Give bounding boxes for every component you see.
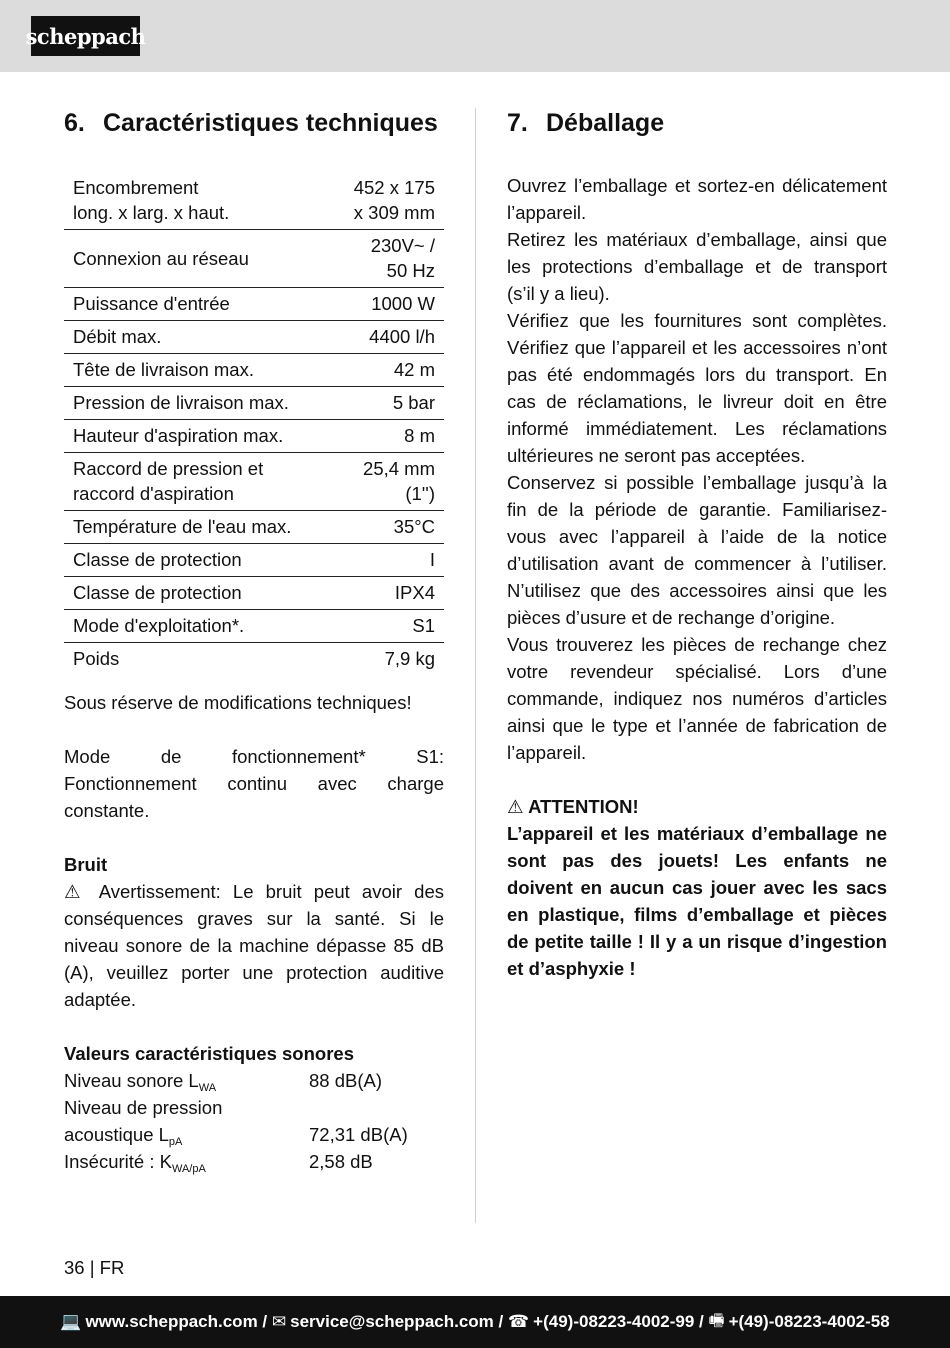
sound-value: 88 dB(A): [309, 1070, 383, 1091]
spec-row: [64, 453, 444, 511]
paragraph: Conservez si possible l’emballage jusqu’à la fin de la période de garantie. Familiarisez-vous avec l’appareil à l’aide de la notice d’utilisation avant de commencer à l’utiliser. N’utilisez que des accessoires ainsi que les pièces d’usure et de rechange d’origine.: [507, 472, 887, 628]
spec-value: 25,4 mm (1''): [363, 458, 435, 504]
spec-label: Tête de livraison max.: [73, 359, 254, 380]
spec-label: Poids: [73, 648, 120, 669]
spec-row: [64, 321, 444, 354]
spec-label: Raccord de pression et raccord d'aspiration: [73, 458, 264, 504]
paragraph: Vérifiez que les fournitures sont complètes. Vérifiez que l’appareil et les accessoires n’ont pas été endommagés lors du transport. En cas de réclamations, le livreur doit en être informé immédiatement. Les réclamations ultérieures ne seront pas acceptées.: [507, 310, 887, 466]
scheppach-logo: scheppach: [31, 16, 140, 56]
section-title: Caractéristiques techniques: [103, 109, 438, 137]
spec-row: [64, 230, 444, 288]
footer-website[interactable]: www.scheppach.com /: [85, 1312, 268, 1331]
spec-value: 35°C: [393, 516, 435, 537]
sound-value: 72,31 dB(A): [309, 1124, 408, 1145]
page-number: 36 | FR: [64, 1257, 125, 1278]
paragraph: Retirez les matériaux d’emballage, ainsi que les protections d’emballage et de transport (s’il y a lieu).: [507, 229, 887, 304]
footer-bar: [0, 1296, 950, 1348]
spec-table: [64, 172, 444, 675]
phone-icon: ☎: [507, 1312, 530, 1331]
spec-row: [64, 643, 444, 676]
spec-value: 1000 W: [371, 293, 435, 314]
spec-value: 8 m: [404, 425, 435, 446]
spec-row: [64, 172, 444, 230]
sound-row-lwa: [64, 1067, 444, 1094]
paragraph: Ouvrez l’emballage et sortez-en délicatement l’appareil.: [507, 175, 887, 223]
spec-label: Puissance d'entrée: [73, 293, 230, 314]
spec-value: 230V~ / 50 Hz: [370, 235, 435, 281]
spec-value: I: [429, 549, 435, 570]
fax-icon: 🖷: [708, 1310, 725, 1330]
envelope-icon: ✉: [271, 1312, 287, 1331]
spec-label: Connexion au réseau: [73, 247, 249, 269]
sound-heading: Valeurs caractéristiques sonores: [64, 1043, 354, 1064]
section-heading-technical: [64, 110, 444, 137]
warning-icon: ⚠: [64, 881, 88, 902]
section-number: 6.: [64, 109, 85, 137]
spec-label: Débit max.: [73, 326, 162, 347]
spec-row: [64, 420, 444, 453]
spec-value: 7,9 kg: [384, 648, 435, 669]
sound-values: [64, 1067, 444, 1175]
left-column: [64, 110, 444, 1175]
spec-value: 42 m: [393, 359, 435, 380]
footer-fax: +(49)-08223-4002-58: [728, 1312, 890, 1331]
spec-value: IPX4: [394, 582, 435, 603]
spec-row: [64, 577, 444, 610]
right-column: [507, 110, 887, 982]
noise-warning: [64, 878, 444, 1013]
computer-icon: 💻: [60, 1312, 82, 1331]
footer-email[interactable]: service@scheppach.com /: [290, 1312, 504, 1331]
spec-label: Hauteur d'aspiration max.: [73, 425, 284, 446]
spec-label: Température de l'eau max.: [73, 516, 292, 537]
section-title: Déballage: [546, 109, 665, 137]
spec-row: [64, 354, 444, 387]
sound-value: 2,58 dB: [309, 1151, 373, 1172]
sound-label: Insécurité : $K_{WA/pA}$: [64, 1151, 206, 1175]
sound-row-lpa-1: [64, 1094, 444, 1121]
mode-note: Mode de fonctionnement* S1: Fonctionnement continu avec charge constante.: [64, 746, 444, 821]
warning-icon: ⚠: [507, 796, 524, 817]
spec-label: Classe de protection: [73, 582, 242, 603]
sound-label: Niveau de pression: [64, 1097, 223, 1118]
spec-value: 5 bar: [392, 392, 435, 413]
attention-text: L’appareil et les matériaux d’emballage ne sont pas des jouets! Les enfants ne doivent en aucun cas jouer avec les sacs en plastique, films d’emballage et pièces de petite taille ! Il y a un risque d’ingestion et d’asphyxie !: [507, 823, 887, 979]
section-number: 7.: [507, 109, 528, 137]
spec-value: S1: [412, 615, 435, 636]
spec-row: [64, 610, 444, 643]
spec-row: [64, 544, 444, 577]
footer-phone: +(49)-08223-4002-99 /: [533, 1312, 704, 1331]
spec-value: 452 x 175 x 309 mm: [353, 177, 435, 223]
spec-value: 4400 l/h: [369, 326, 435, 347]
header-bar: [0, 0, 950, 72]
spec-row: [64, 288, 444, 321]
paragraph: Vous trouverez les pièces de rechange chez votre revendeur spécialisé. Lors d’une commande, indiquez nos numéros d’articles ainsi que le type et l’année de fabrication de l’appareil.: [507, 634, 887, 763]
reserve-note: Sous réserve de modifications techniques!: [64, 692, 412, 713]
spec-row: [64, 511, 444, 544]
noise-warning-text: Avertissement: Le bruit peut avoir des conséquences graves sur la santé. Si le niveau sonore de la machine dépasse 85 dB (A), veuillez porter une protection auditive adaptée.: [64, 881, 445, 1010]
noise-heading: Bruit: [64, 854, 108, 875]
column-divider: [475, 108, 476, 1223]
spec-label: Encombrement long. x larg. x haut.: [73, 177, 230, 223]
spec-row: [64, 387, 444, 420]
spec-label: Mode d'exploitation*.: [73, 615, 245, 636]
spec-label: Classe de protection: [73, 549, 242, 570]
spec-label: Pression de livraison max.: [73, 392, 289, 413]
sound-label: Niveau sonore $L_{WA}$: [64, 1070, 217, 1094]
sound-row-lpa-2: [64, 1121, 444, 1148]
section-heading-unpacking: [507, 110, 887, 137]
sound-label: acoustique $L_{pA}$: [64, 1124, 183, 1148]
attention-heading: ⚠ ATTENTION!: [507, 796, 639, 817]
sound-row-k: [64, 1148, 444, 1175]
